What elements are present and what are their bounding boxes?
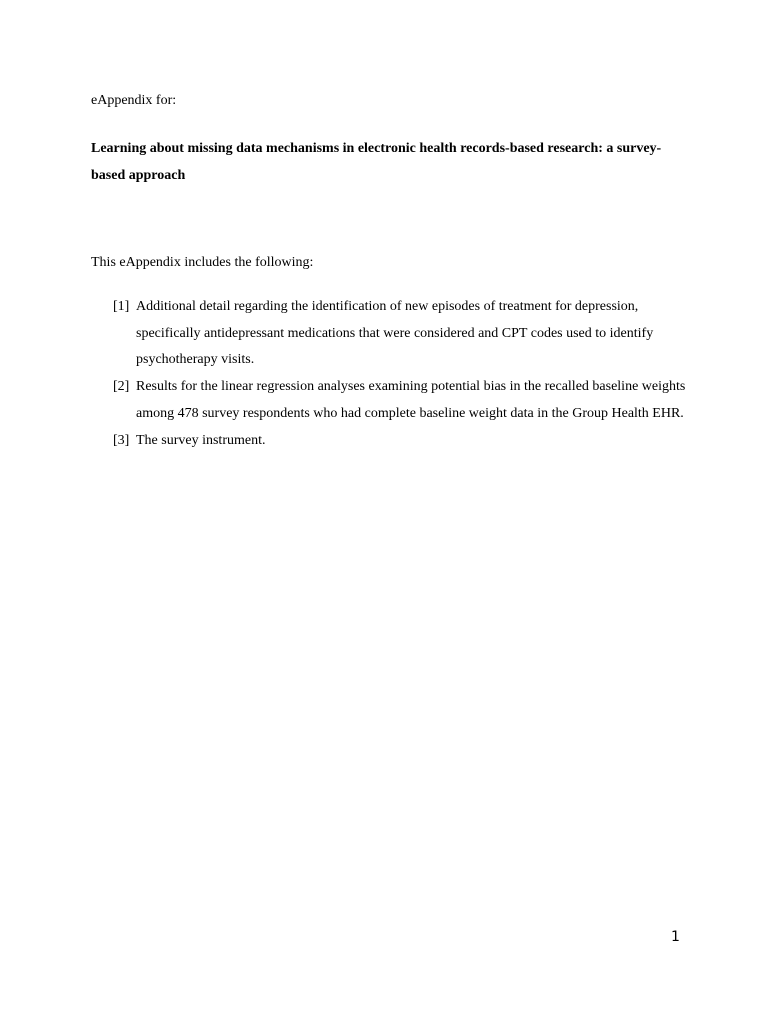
list-item <box>113 374 693 427</box>
list-item-marker: [3] <box>113 432 130 448</box>
contents-list <box>113 294 693 454</box>
list-item <box>113 428 693 455</box>
list-item-text: The survey instrument. <box>136 432 266 448</box>
list-item-marker: [1] <box>113 299 130 314</box>
list-item-text: Results for the linear regression analyses examining potential bias in the recalled baseline weights among 478 survey respondents who had complete baseline weight data in the Group Health EHR. <box>136 379 686 421</box>
list-item-marker: [2] <box>113 379 130 395</box>
list-item <box>113 294 693 374</box>
document-title: Learning about missing data mechanisms in electronic health records-based research: a survey-based approach <box>91 141 662 183</box>
list-item-text: Additional detail regarding the identification of new episodes of treatment for depression, specifically antidepressant medications that were considered and CPT codes used to identify psychotherapy visits. <box>136 299 654 368</box>
contents-intro: This eAppendix includes the following: <box>91 255 314 270</box>
page-number: 1 <box>671 929 680 945</box>
appendix-label: eAppendix for: <box>91 93 177 108</box>
